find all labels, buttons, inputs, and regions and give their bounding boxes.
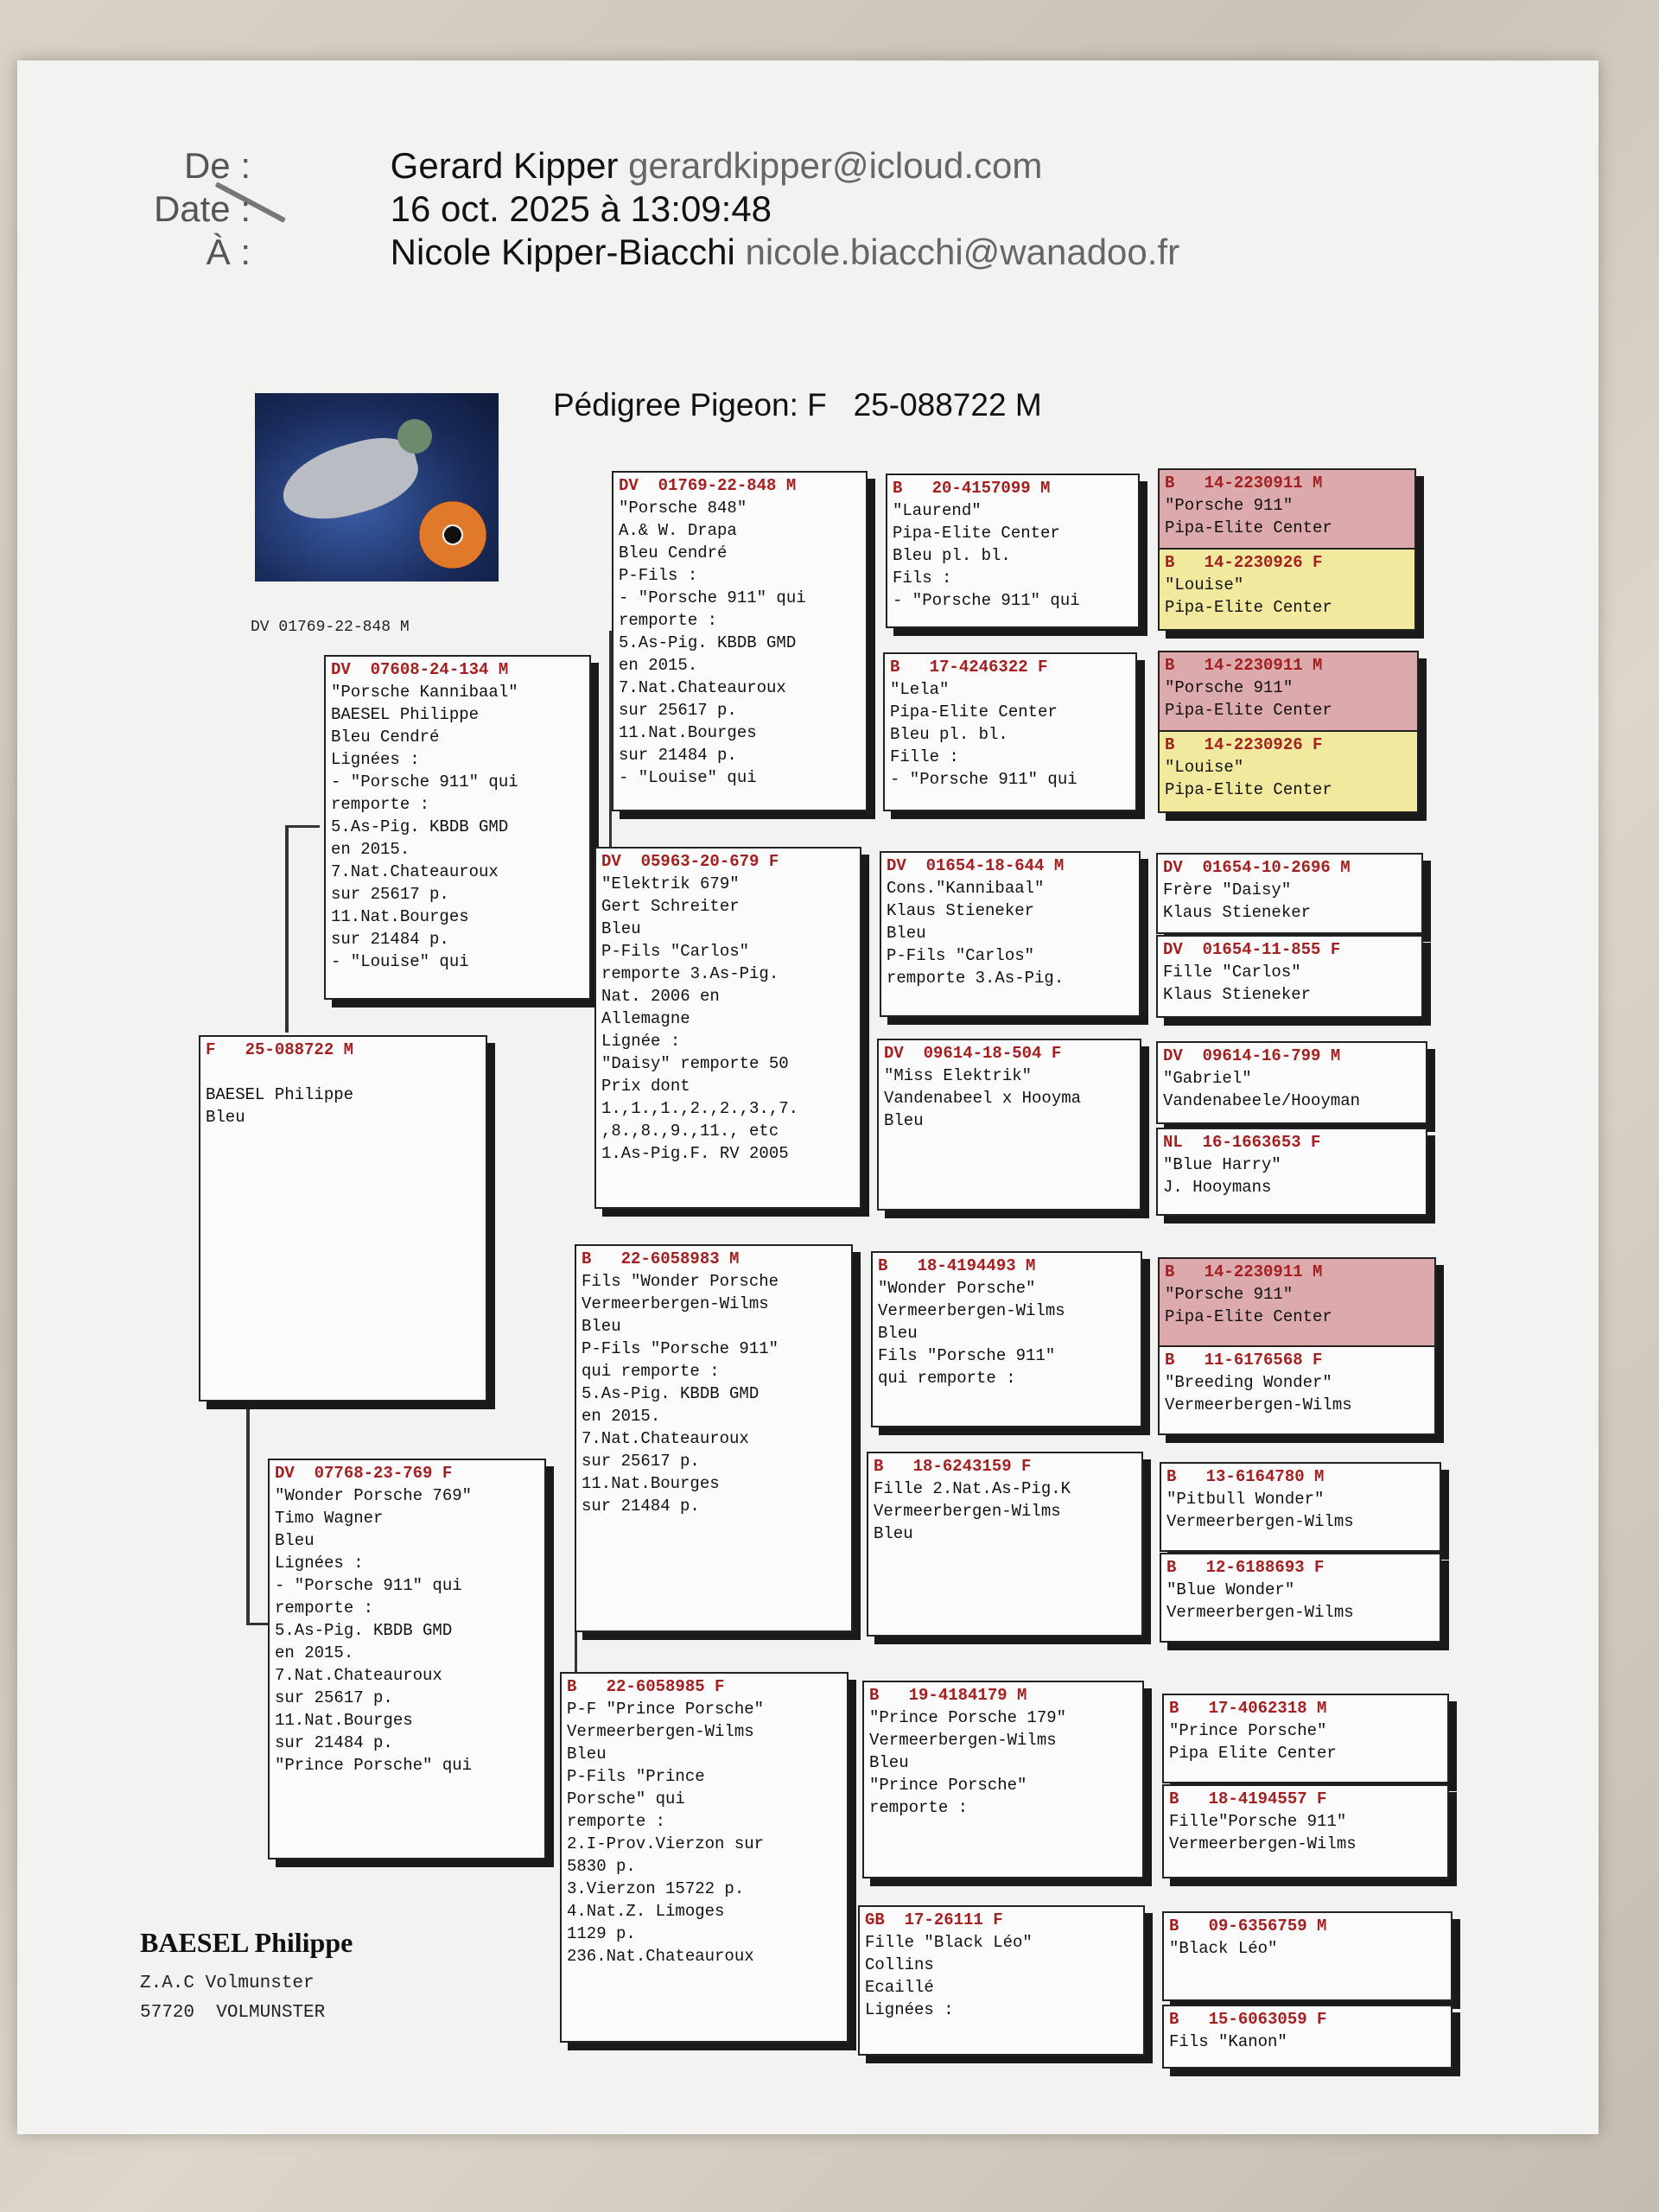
ancestor-card[interactable] [1156,1128,1427,1216]
pigeon-detail-line: Vandenabeel x Hooyma [884,1089,1082,1108]
ancestor-card[interactable] [1158,1257,1436,1347]
email-from-row [183,145,1043,187]
pigeon-detail-line: 7.Nat.Chateauroux [331,862,499,881]
pigeon-detail-line: - "Porsche 911" qui [275,1576,462,1595]
pigeon-detail-line: remporte 3.As-Pig. [601,964,779,983]
pigeon-detail-line: P-Fils "Carlos" [887,946,1035,965]
pigeon-detail-line: 11.Nat.Bourges [275,1711,413,1730]
pigeon-detail-line: "Porsche 911" [1165,678,1294,697]
pigeon-detail-line: Vermeerbergen-Wilms [582,1294,769,1313]
pigeon-head [397,419,432,454]
ring-number: B 18-4194493 M [878,1256,1036,1275]
to-email[interactable]: nicole.biacchi@wanadoo.fr [745,232,1180,272]
date-label: Date : [153,188,251,229]
pigeon-detail-line: BAESEL Philippe [331,705,480,724]
ancestor-card[interactable] [1158,730,1419,813]
great-grand-parent-card[interactable] [867,1452,1143,1637]
dam-card[interactable] [268,1459,546,1859]
pigeon-detail-line: Pipa-Elite Center [890,702,1058,721]
ring-number: DV 07608-24-134 M [331,660,509,679]
ring-number: DV 09614-18-504 F [884,1044,1062,1063]
ring-number: DV 07768-23-769 F [275,1464,453,1483]
pigeon-detail-line: - "Louise" qui [619,768,757,787]
pedigree-title: Pédigree Pigeon: F 25-088722 M [553,387,1042,423]
pigeon-detail-line: "Daisy" remporte 50 [601,1054,789,1073]
email-date-row [153,188,772,230]
email-to-row [206,232,1180,273]
pigeon-detail-line: remporte 3.As-Pig. [887,969,1065,988]
pigeon-detail-line: Fils : [893,569,952,588]
ring-number: B 14-2230911 M [1165,474,1323,493]
pigeon-detail-line: 11.Nat.Bourges [582,1474,720,1493]
ring-number: B 15-6063059 F [1169,2010,1327,2029]
pigeon-detail-line: Lignées : [331,750,420,769]
pigeon-detail-line: Vermeerbergen-Wilms [869,1731,1057,1750]
great-grand-parent-card[interactable] [886,474,1140,628]
pigeon-detail-line: Vandenabeele/Hooyman [1163,1091,1361,1110]
pigeon-detail-line: "Breeding Wonder" [1165,1373,1332,1392]
ring-number: B 22-6058983 M [582,1249,740,1268]
pigeon-detail-line: "Porsche 911" [1165,1285,1294,1304]
ancestor-card[interactable] [1162,1784,1449,1878]
connector [285,825,320,828]
great-grand-parent-card[interactable] [862,1681,1144,1878]
pigeon-detail-line: en 2015. [275,1643,354,1662]
pigeon-detail-line: 7.Nat.Chateauroux [275,1666,442,1685]
pigeon-detail-line: "Laurend" [893,501,982,520]
owner-address-1: Z.A.C Volmunster [140,1974,315,1993]
from-email[interactable]: gerardkipper@icloud.com [628,145,1043,186]
pigeon-detail-line: Vermeerbergen-Wilms [878,1301,1065,1320]
ring-number: B 18-6243159 F [874,1457,1032,1476]
pigeon-detail-line: 1.,1.,1.,2.,2.,3.,7. [601,1099,799,1118]
pigeon-eye [419,501,486,569]
pigeon-detail-line: qui remporte : [878,1369,1016,1388]
pigeon-detail-line: Bleu [878,1324,918,1343]
pigeon-detail-line: 11.Nat.Bourges [619,723,757,742]
ring-number: B 14-2230926 F [1165,553,1323,572]
pigeon-detail-line: 7.Nat.Chateauroux [619,678,786,697]
ring-number: NL 16-1663653 F [1163,1133,1321,1152]
ring-number: B 11-6176568 F [1165,1351,1323,1370]
pigeon-detail-line: qui remporte : [582,1362,720,1381]
pigeon-detail-line: Pipa-Elite Center [893,524,1060,543]
pigeon-detail-line: "Prince Porsche" [869,1776,1027,1795]
pigeon-detail-line: 4.Nat.Z. Limoges [567,1902,725,1921]
from-name: Gerard Kipper [390,145,619,186]
ring-number: B 14-2230911 M [1165,656,1323,675]
pigeon-detail-line: 5830 p. [567,1857,636,1876]
pigeon-detail-line: Bleu [887,924,926,943]
pigeon-detail-line: "Wonder Porsche 769" [275,1486,473,1505]
pigeon-detail-line: Prix dont [601,1077,690,1096]
pigeon-detail-line: "Prince Porsche" [1169,1721,1327,1740]
pigeon-detail-line: sur 21484 p. [275,1733,393,1752]
ancestor-card[interactable] [1162,1911,1452,2001]
sire-ring-label: DV 01769-22-848 M [251,619,410,636]
pigeon-detail-line: Pipa-Elite Center [1165,780,1332,799]
pigeon-detail-line: Klaus Stieneker [1163,985,1312,1004]
ancestor-card[interactable] [1160,1553,1441,1643]
pigeon-detail-line: Lignées : [865,2000,954,2019]
pigeon-detail-line: Nat. 2006 en [601,987,720,1006]
pigeon-detail-line: - "Louise" qui [331,952,469,971]
pigeon-detail-line: Vermeerbergen-Wilms [1166,1603,1354,1622]
ring-number: B 14-2230926 F [1165,735,1323,754]
pigeon-detail-line: Ecaillé [865,1978,934,1997]
to-name: Nicole Kipper-Biacchi [390,232,735,272]
sire-card[interactable] [324,655,591,1000]
pigeon-detail-line: Lignée : [601,1032,681,1051]
ring-number: DV 01654-11-855 F [1163,940,1341,959]
pigeon-detail-line: 5.As-Pig. KBDB GMD [331,817,509,836]
ring-number: B 17-4062318 M [1169,1699,1327,1718]
pigeon-detail-line: en 2015. [619,656,698,675]
pigeon-detail-line: 3.Vierzon 15722 p. [567,1879,745,1898]
pigeon-detail-line: Pipa-Elite Center [1165,701,1332,720]
pigeon-detail-line: "Porsche 911" [1165,496,1294,515]
pigeon-detail-line: "Elektrik 679" [601,874,740,893]
pigeon-detail-line: "Porsche 848" [619,499,747,518]
pigeon-detail-line: Vermeerbergen-Wilms [874,1502,1061,1521]
pigeon-detail-line: "Prince Porsche 179" [869,1708,1067,1727]
pigeon-detail-line: Bleu pl. bl. [890,725,1008,744]
pigeon-detail-line: Porsche" qui [567,1789,685,1808]
ring-number: B 22-6058985 F [567,1677,725,1696]
pigeon-detail-line: BAESEL Philippe [206,1085,354,1104]
pigeon-detail-line: P-Fils "Carlos" [601,942,750,961]
pigeon-detail-line: ,8.,8.,9.,11., etc [601,1122,779,1141]
pigeon-detail-line: Vermeerbergen-Wilms [567,1722,754,1741]
pigeon-detail-line: remporte : [331,795,430,814]
pigeon-detail-line: remporte : [275,1599,374,1618]
owner-block [140,1927,353,2028]
ring-number: DV 01654-10-2696 M [1163,858,1351,877]
pigeon-detail-line: P-Fils "Porsche 911" [582,1339,779,1358]
owner-name: BAESEL Philippe [140,1927,353,1958]
pigeon-detail-line: sur 21484 p. [582,1497,700,1516]
pigeon-detail-line: sur 21484 p. [619,746,737,765]
breeder-logo [264,397,367,432]
pigeon-detail-line: "Blue Harry" [1163,1155,1281,1174]
pigeon-detail-line: Bleu Cendré [331,728,440,747]
pigeon-detail-line: Fils "Porsche 911" [878,1346,1056,1365]
ring-number: B 09-6356759 M [1169,1916,1327,1936]
pigeon-detail-line: Bleu [567,1745,607,1764]
pigeon-detail-line: Fils "Kanon" [1169,2032,1287,2051]
pigeon-detail-line: Frère "Daisy" [1163,880,1292,899]
pigeon-detail-line: sur 21484 p. [331,930,449,949]
great-grand-parent-card[interactable] [877,1039,1141,1211]
pigeon-detail-line: J. Hooymans [1163,1178,1272,1197]
pigeon-detail-line: P-Fils : [619,566,698,585]
pigeon-detail-line: Klaus Stieneker [1163,903,1312,922]
pigeon-detail-line: sur 25617 p. [619,701,737,720]
pigeon-detail-line: 7.Nat.Chateauroux [582,1429,749,1448]
pigeon-detail-line: 2.I-Prov.Vierzon sur [567,1834,765,1853]
ring-number: DV 09614-16-799 M [1163,1046,1341,1065]
pigeon-detail-line: sur 25617 p. [275,1688,393,1707]
ancestor-card[interactable] [1156,935,1423,1018]
pigeon-detail-line: en 2015. [582,1407,661,1426]
pigeon-detail-line: "Prince Porsche" qui [275,1756,473,1775]
pigeon-detail-line: Bleu [874,1524,913,1543]
pigeon-detail-line: 5.As-Pig. KBDB GMD [619,633,797,652]
pigeon-detail-line: Fille 2.Nat.As-Pig.K [874,1479,1071,1498]
pigeon-detail-line: P-F "Prince Porsche" [567,1700,765,1719]
pigeon-detail-line: - "Porsche 911" qui [619,588,806,607]
great-grand-parent-card[interactable] [880,851,1141,1017]
pigeon-detail-line: "Wonder Porsche" [878,1279,1036,1298]
pigeon-detail-line: Fille : [890,747,959,766]
ring-number: B 20-4157099 M [893,479,1051,498]
pigeon-detail-line: - "Porsche 911" qui [893,591,1080,610]
pigeon-detail-line: remporte : [869,1798,969,1817]
pigeon-detail-line: P-Fils "Prince [567,1767,705,1786]
pigeon-detail-line: Collins [865,1955,934,1974]
pigeon-detail-line: "Lela" [890,680,950,699]
pigeon-detail-line: 1129 p. [567,1924,636,1943]
pigeon-detail-line: 236.Nat.Chateauroux [567,1947,754,1966]
ancestor-card[interactable] [1158,468,1416,550]
pigeon-detail-line: Vermeerbergen-Wilms [1165,1395,1352,1414]
ancestor-card[interactable] [1162,2005,1452,2069]
pigeon-detail-line: "Gabriel" [1163,1069,1252,1088]
pigeon-detail-line: "Louise" [1165,575,1244,594]
ancestor-card[interactable] [1160,1462,1441,1552]
ancestor-card[interactable] [1156,1041,1427,1124]
pigeon-photo [255,393,499,582]
connector [246,1404,250,1624]
to-label: À : [206,232,251,272]
pigeon-detail-line: Cons."Kannibaal" [887,879,1045,898]
pigeon-detail-line: Bleu [884,1111,924,1130]
pigeon-detail-line: - "Porsche 911" qui [890,770,1077,789]
grand-sire-card[interactable] [612,471,868,811]
pigeon-detail-line: 1.As-Pig.F. RV 2005 [601,1144,789,1163]
pigeon-detail-line: Gert Schreiter [601,897,740,916]
ancestor-card[interactable] [1158,1345,1436,1435]
pigeon-detail-line: remporte : [619,611,718,630]
pigeon-detail-line: Fille "Black Léo" [865,1933,1033,1952]
pigeon-detail-line: Bleu [275,1531,315,1550]
pigeon-detail-line: "Miss Elektrik" [884,1066,1033,1085]
ring-number: B 19-4184179 M [869,1686,1027,1705]
pigeon-detail-line: Bleu [206,1108,245,1127]
pigeon-detail-line: Vermeerbergen-Wilms [1169,1834,1357,1853]
ancestor-card[interactable] [1156,853,1423,934]
pigeon-detail-line: 5.As-Pig. KBDB GMD [582,1384,760,1403]
grand-dam-card[interactable] [560,1672,849,2043]
pigeon-detail-line: Timo Wagner [275,1509,384,1528]
pigeon-detail-line: Bleu [601,919,641,938]
pigeon-detail-line: Fils "Wonder Porsche [582,1272,779,1291]
pigeon-detail-line: sur 25617 p. [582,1452,700,1471]
ring-number: F 25-088722 M [206,1040,354,1059]
pigeon-detail-line: - "Porsche 911" qui [331,772,518,791]
pigeon-detail-line: "Porsche Kannibaal" [331,683,518,702]
pigeon-detail-line: en 2015. [331,840,410,859]
pigeon-detail-line: "Louise" [1165,758,1244,777]
ring-number: DV 01769-22-848 M [619,476,797,495]
pigeon-detail-line: Fille"Porsche 911" [1169,1812,1347,1831]
pigeon-detail-line: Allemagne [601,1009,690,1028]
grand-sire-card[interactable] [575,1244,853,1632]
pigeon-detail-line: remporte : [567,1812,666,1831]
pigeon-detail-line [200,1061,486,1084]
pigeon-detail-line: Bleu Cendré [619,543,728,563]
pigeon-detail-line: Pipa Elite Center [1169,1744,1337,1763]
ring-number: DV 01654-18-644 M [887,856,1065,875]
pigeon-detail-line: 11.Nat.Bourges [331,907,469,926]
ancestor-card[interactable] [1158,651,1419,732]
pigeon-detail-line: A.& W. Drapa [619,521,737,540]
pigeon-detail-line: 5.As-Pig. KBDB GMD [275,1621,453,1640]
grand-dam-card[interactable] [594,847,861,1209]
date-value: 16 oct. 2025 à 13:09:48 [390,188,772,229]
ring-number: B 12-6188693 F [1166,1558,1325,1577]
pigeon-detail-line: Vermeerbergen-Wilms [1166,1512,1354,1531]
ring-number: B 13-6164780 M [1166,1467,1325,1486]
connector [285,825,289,1033]
subject-pigeon-card[interactable] [199,1035,487,1402]
pigeon-detail-line: Bleu pl. bl. [893,546,1011,565]
owner-address-2: 57720 VOLMUNSTER [140,2003,326,2023]
pigeon-detail-line: "Pitbull Wonder" [1166,1490,1325,1509]
ring-number: B 18-4194557 F [1169,1789,1327,1808]
pigeon-detail-line: "Blue Wonder" [1166,1580,1295,1599]
pigeon-detail-line: "Black Léo" [1169,1939,1278,1958]
ring-number: B 17-4246322 F [890,658,1048,677]
ancestor-card[interactable] [1162,1694,1449,1783]
pigeon-detail-line: Pipa-Elite Center [1165,518,1332,537]
pigeon-detail-line: Bleu [582,1317,621,1336]
ancestor-card[interactable] [1158,548,1416,631]
great-grand-parent-card[interactable] [883,652,1137,811]
pigeon-detail-line: Klaus Stieneker [887,901,1035,920]
from-label: De : [183,145,251,186]
ring-number: GB 17-26111 F [865,1910,1003,1929]
pigeon-detail-line: Pipa-Elite Center [1165,598,1332,617]
ring-number: B 14-2230911 M [1165,1262,1323,1281]
pigeon-detail-line: Pipa-Elite Center [1165,1307,1332,1326]
pigeon-detail-line: sur 25617 p. [331,885,449,904]
ring-number: DV 05963-20-679 F [601,852,779,871]
great-grand-parent-card[interactable] [858,1905,1145,2056]
pigeon-detail-line: Bleu [869,1753,909,1772]
pigeon-detail-line: Lignées : [275,1554,364,1573]
great-grand-parent-card[interactable] [871,1251,1142,1427]
pigeon-detail-line: Fille "Carlos" [1163,963,1301,982]
